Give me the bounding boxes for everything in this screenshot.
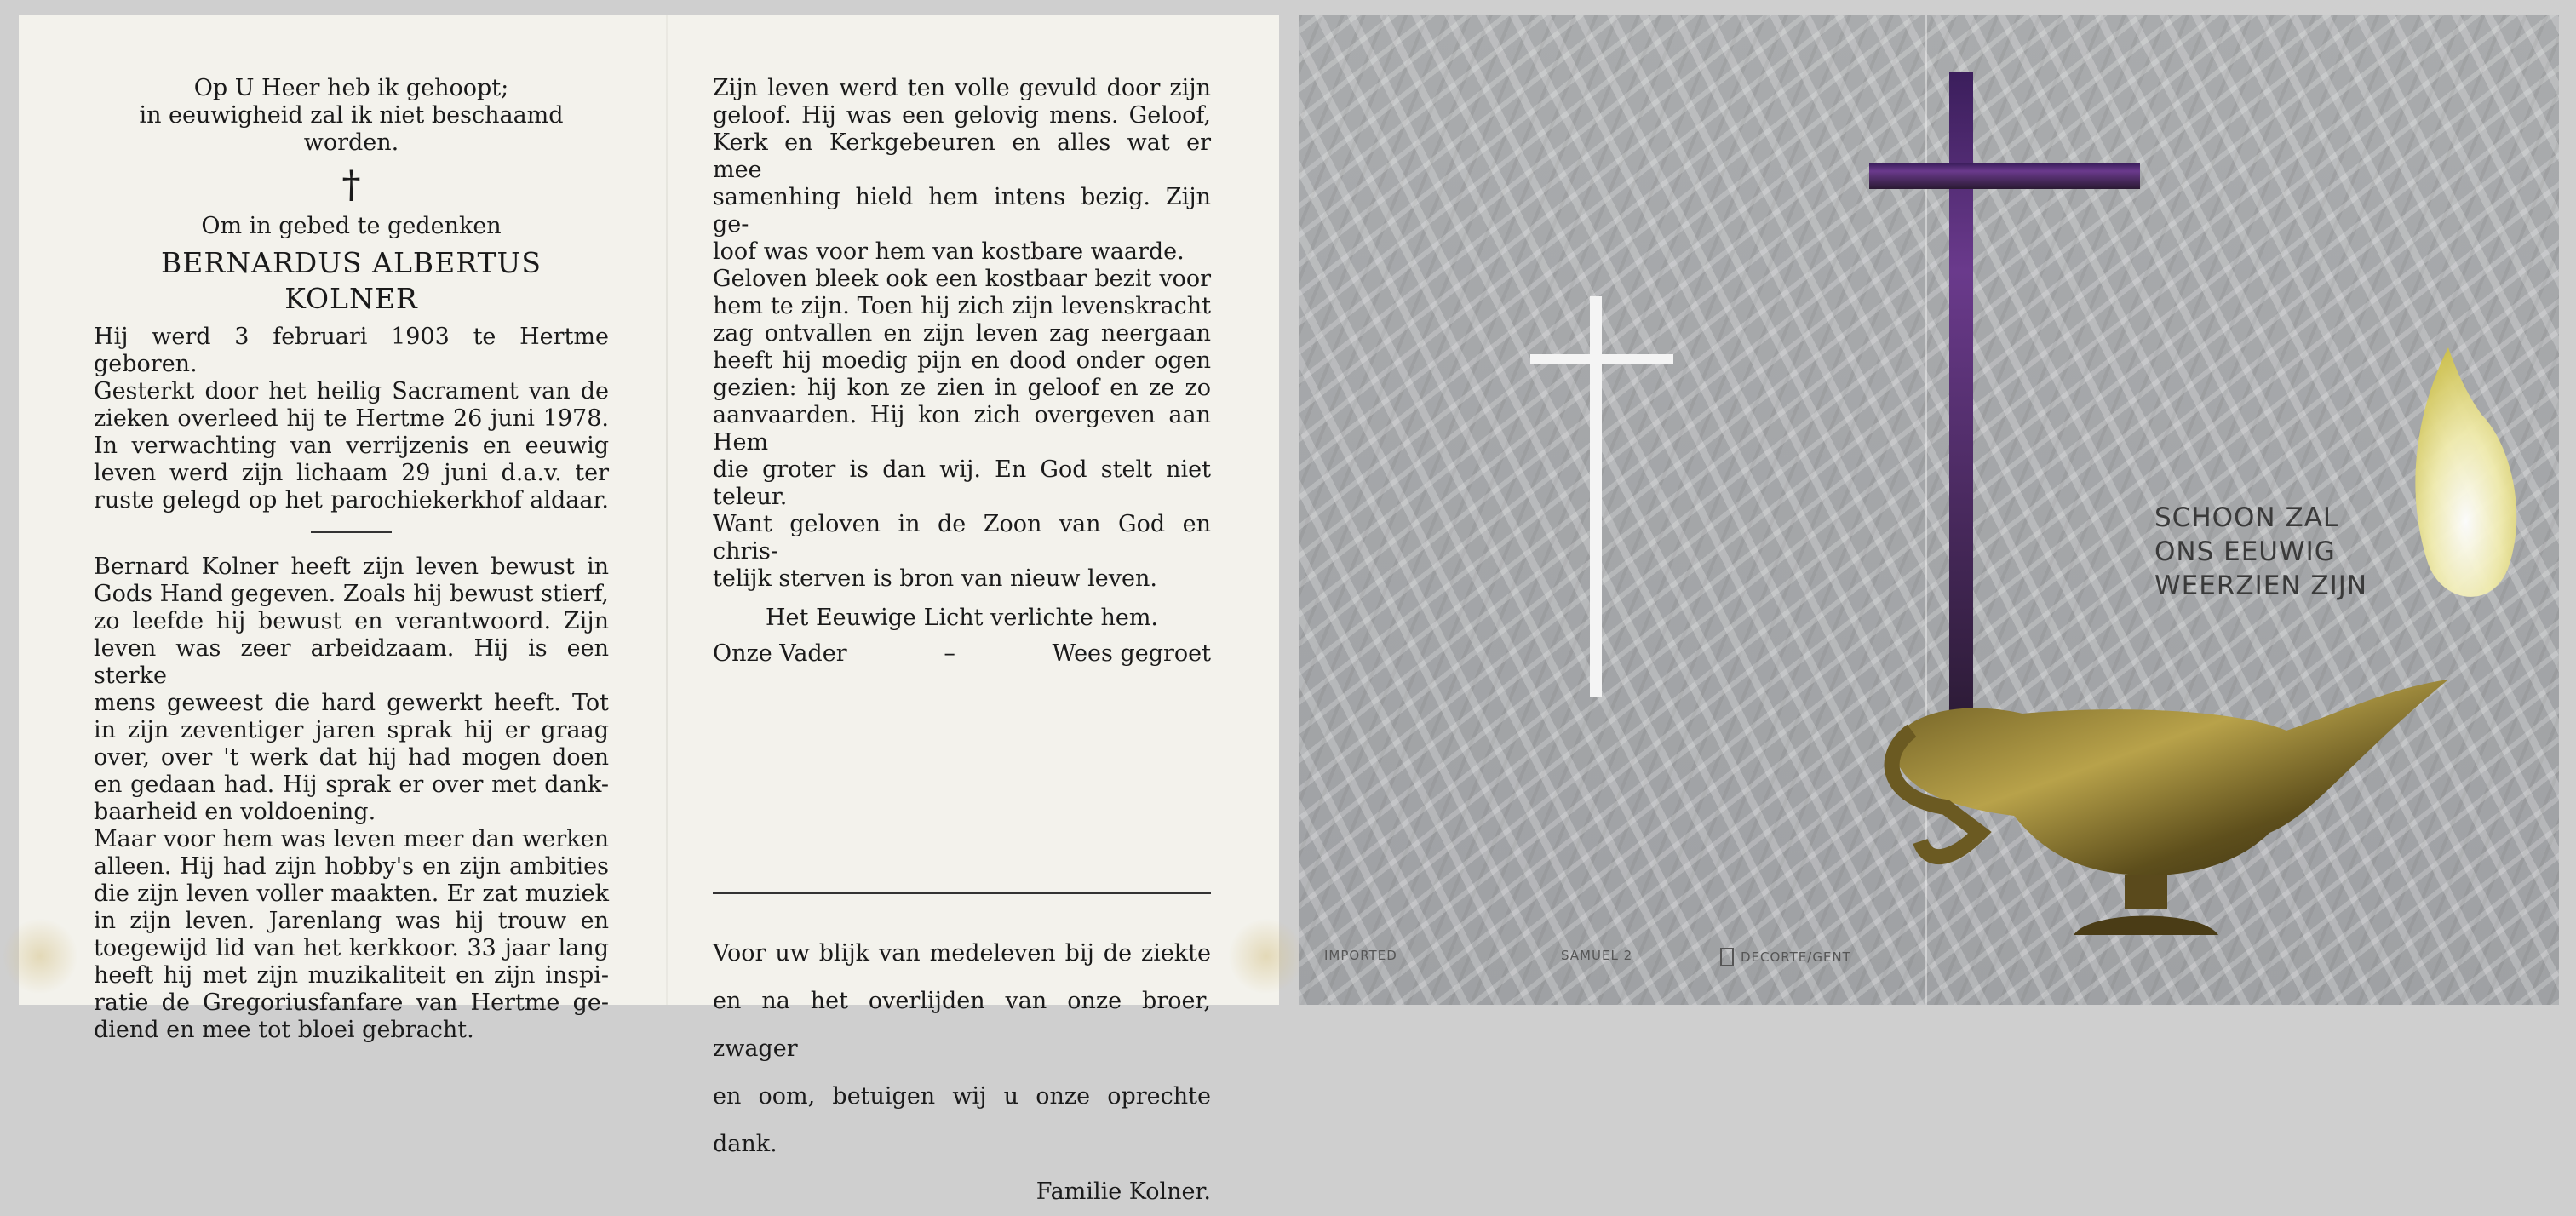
paper-stain (1228, 918, 1305, 995)
text-line: loof was voor hem van kostbare waarde. (713, 238, 1185, 265)
oil-lamp-icon (1895, 680, 2448, 875)
family-signature: Familie Kolner. (1036, 1179, 1211, 1205)
inner-fold-line (666, 15, 668, 1005)
text-line: geloof. Hij was een gelovig mens. Geloof, (713, 102, 1211, 129)
text-line: leven was zeer arbeidzaam. Hij is een sterke (94, 635, 609, 689)
short-divider (311, 531, 392, 533)
text-line: Geloven bleek ook een kostbaar bezit voor (713, 266, 1211, 292)
deceased-name: BERNARDUS ALBERTUS KOLNER (161, 246, 542, 315)
text-line: baarheid en voldoening. (94, 799, 376, 825)
verse (94, 75, 609, 157)
text-line: heeft hij met zijn muzikaliteit en zijn inspi- (94, 962, 609, 989)
eternal-light-line: Het Eeuwige Licht verlichte hem. (765, 605, 1159, 631)
text-line: Maar voor hem was leven meer dan werken (94, 826, 609, 852)
text-line: die groter is dan wij. En God stelt niet teleur. (713, 456, 1211, 510)
text-line: aanvaarden. Hij kon zich overgeven aan Hem (713, 402, 1211, 456)
purple-cross-bar (1869, 163, 2140, 189)
life-paragraph (94, 554, 609, 1044)
motto-line: SCHOON ZAL (2154, 502, 2339, 533)
text-line: Gesterkt door het heilig Sacrament van de (94, 378, 609, 404)
right-column (713, 75, 1211, 1216)
text-line: Voor uw blijk van medeleven bij de ziekte (713, 940, 1211, 966)
verse-line: in eeuwigheid zal ik niet beschaamd worden. (139, 102, 564, 156)
left-column (94, 75, 609, 1044)
publisher-logo-icon (1720, 948, 1734, 966)
prayer-separator: – (944, 640, 955, 667)
text-line: die zijn leven voller maakten. Er zat muziek (94, 880, 609, 907)
thanks-paragraph (713, 930, 1211, 1168)
text-line: ruste gelegd op het parochiekerkhof aldaar. (94, 487, 609, 513)
text-line: samenhing hield hem intens bezig. Zijn ge- (713, 184, 1211, 238)
text-line: leven werd zijn lichaam 29 juni d.a.v. ter (94, 460, 609, 486)
text-line: gezien: hij kon ze zien in geloof en ze zo (713, 375, 1211, 401)
text-line: toegewijd lid van het kerkkoor. 33 jaar lang (94, 935, 609, 961)
text-line: ratie de Gregoriusfanfare van Hertme ge- (94, 989, 609, 1016)
cover-motto (2154, 501, 2367, 603)
text-line: Bernard Kolner heeft zijn leven bewust in (94, 554, 609, 580)
text-line: en gedaan had. Hij sprak er over met dank- (94, 771, 609, 798)
text-line: heeft hij moedig pijn en dood onder ogen (713, 347, 1211, 374)
text-line: In verwachting van verrijzenis en eeuwig (94, 433, 609, 459)
white-cross-bar (1530, 354, 1673, 364)
cover-artwork (1299, 15, 2559, 1005)
prayer-hail-mary: Wees gegroet (1052, 640, 1211, 667)
remember-line: Om in gebed te gedenken (201, 213, 502, 239)
text-line: diend en mee tot bloei gebracht. (94, 1017, 474, 1043)
verse-line: Op U Heer heb ik gehoopt; (193, 75, 509, 101)
text-line: Hij werd 3 februari 1903 te Hertme geboren. (94, 324, 609, 377)
text-line: alleen. Hij had zijn hobby's en zijn ambities (94, 853, 609, 880)
publisher-label: DECORTE/GENT (1741, 949, 1851, 965)
text-line: in zijn zeventiger jaren sprak hij er graag (94, 717, 609, 743)
imported-label: IMPORTED (1324, 948, 1397, 963)
text-line: en oom, betuigen wij u onze oprechte dank. (713, 1083, 1211, 1157)
text-line: in zijn leven. Jarenlang was hij trouw en (94, 908, 609, 934)
text-line: zo leefde hij bewust en verantwoord. Zijn (94, 608, 609, 634)
card-cover-spread (1299, 15, 2559, 1005)
text-line: zag ontvallen en zijn leven zag neergaan (713, 320, 1211, 347)
motto-line: ONS EEUWIG (2154, 536, 2336, 567)
text-line: Zijn leven werd ten volle gevuld door zijn (713, 75, 1211, 101)
dagger-cross-icon: † (341, 163, 361, 207)
lamp-foot (2074, 916, 2218, 936)
paper-stain (2, 918, 78, 995)
text-line: zieken overleed hij te Hertme 26 juni 1978. (94, 405, 609, 432)
text-line: Kerk en Kerkgebeuren en alles wat er mee (713, 129, 1211, 183)
text-line: hem te zijn. Toen hij zich zijn levenskracht (713, 293, 1211, 319)
text-line: Gods Hand gegeven. Zoals hij bewust stierf, (94, 581, 609, 607)
motto-line: WEERZIEN ZIJN (2154, 571, 2368, 601)
text-line: over, over 't werk dat hij had mogen doen (94, 744, 609, 771)
text-line: Want geloven in de Zoon van God en chris- (713, 511, 1211, 565)
long-divider (713, 892, 1211, 894)
text-line: telijk sterven is bron van nieuw leven. (713, 565, 1157, 592)
text-line: en na het overlijden van onze broer, zwager (713, 988, 1211, 1062)
faith-paragraph (713, 75, 1211, 593)
flame-icon (2415, 347, 2516, 597)
lamp-stem (2125, 875, 2167, 909)
prayers-line (713, 640, 1211, 668)
card-inner-spread (19, 15, 1279, 1205)
series-label: SAMUEL 2 (1561, 948, 1633, 963)
text-line: mens geweest die hard gewerkt heeft. Tot (94, 690, 609, 716)
prayer-our-father: Onze Vader (713, 640, 847, 667)
bio-paragraph (94, 324, 609, 514)
publisher-imprint (1720, 948, 1851, 966)
